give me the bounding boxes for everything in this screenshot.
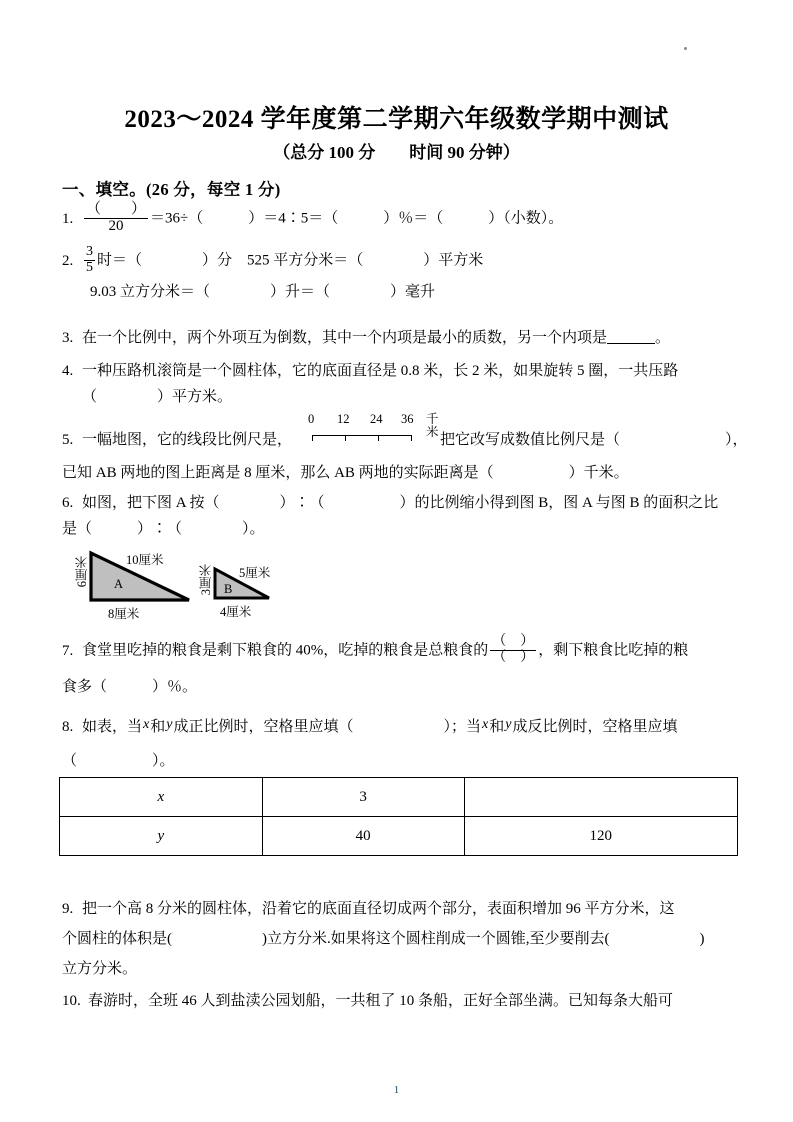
question-7-text-a: 食堂里吃掉的粮食是剩下粮食的 40%，吃掉的粮食是总粮食的 <box>82 642 489 659</box>
question-1-number: 1. <box>62 210 74 227</box>
question-7-fraction-denominator: （ ） <box>492 649 535 665</box>
question-3-answer-blank[interactable] <box>607 329 655 344</box>
table-cell-row0-col0 <box>60 778 263 817</box>
question-1-fraction-denominator: 20 <box>108 217 124 234</box>
scale-tick-2 <box>378 435 379 441</box>
figure-b-hypotenuse-label: 5厘米 <box>239 566 271 580</box>
question-6-text-line2: 是（ ）∶（ ）。 <box>62 521 265 537</box>
figure-b <box>199 564 281 619</box>
question-5-text-line2: 已知 AB 两地的图上距离是 8 厘米，那么 AB 两地的实际距离是（ ）千米。 <box>62 465 629 481</box>
question-7-text-b: ，剩下粮食比吃掉的粮 <box>538 642 689 659</box>
question-10-text: 春游时，全班 46 人到盐渎公园划船，一共租了 10 条船，正好全部坐满。已知每条大船可 <box>88 993 674 1009</box>
question-5-scale-bar <box>302 412 439 447</box>
scale-tick-label-3: 36 <box>401 412 414 426</box>
question-4-text: 一种压路机滚筒是一个圆柱体，它的底面直径是 0.8 米，长 2 米，如果旋转 5 圈，一共压路 <box>82 363 679 379</box>
question-6-number: 6. <box>62 495 74 511</box>
question-9-text-line2: 个圆柱的体积是( )立方分米.如果将这个圆柱削成一个圆锥,至少要削去( ) <box>62 931 705 947</box>
question-7-line-2 <box>62 676 197 698</box>
question-8-line-1 <box>62 716 677 739</box>
table-cell-row0-col1[interactable]: 3 <box>262 778 464 817</box>
question-8-text-3: 成正比例时，空格里应填（ ）；当 <box>173 719 481 735</box>
page-title: 2023～2024 学年度第二学期六年级数学期中测试 <box>124 106 669 133</box>
scale-tick-label-2: 24 <box>370 412 383 426</box>
scale-unit-label: 千米 <box>426 412 439 439</box>
table-cell-row0-col2[interactable] <box>464 778 737 817</box>
question-5-number: 5. <box>62 432 74 448</box>
figure-a-height-label: 6厘米 <box>75 556 89 588</box>
question-2-text-line2: 9.03 立方分米＝（ ）升＝（ ）毫升 <box>90 284 436 300</box>
question-6-figures <box>64 546 314 624</box>
question-2-fraction-numerator: 3 <box>86 244 93 259</box>
question-8-var-y-1: y <box>166 717 173 732</box>
question-3-text-end: 。 <box>655 330 671 346</box>
question-5-line-2 <box>62 462 629 484</box>
question-7-fraction <box>490 635 536 665</box>
question-8-table <box>59 777 738 856</box>
figure-a-name: A <box>114 577 124 591</box>
table-cell-row1-col2[interactable]: 120 <box>464 817 737 856</box>
question-8-text-line2: （ ）。 <box>62 753 175 769</box>
question-2-number: 2. <box>62 252 74 269</box>
figure-b-base-label: 4厘米 <box>220 605 252 619</box>
question-10-number: 10. <box>62 993 81 1009</box>
question-8-var-x-2: x <box>481 717 489 732</box>
question-4-line-1 <box>62 360 678 382</box>
question-4-text-line2: （ ）平方米。 <box>82 389 233 405</box>
question-4-number: 4. <box>62 363 74 379</box>
figure-b-height-label: 3厘米 <box>199 564 213 596</box>
question-10-line-1 <box>62 990 673 1012</box>
table-row-label-x: x <box>157 788 165 805</box>
scale-tick-1 <box>345 435 346 441</box>
question-5-text-before: 一幅地图，它的线段比例尺是， <box>82 432 293 448</box>
question-7-number: 7. <box>62 642 74 659</box>
question-8-line-2 <box>62 750 175 772</box>
question-9-text: 把一个高 8 分米的圆柱体，沿着它的底面直径切成两个部分，表面积增加 96 平方分米，这 <box>82 901 675 917</box>
question-1-fraction <box>84 202 148 235</box>
table-row <box>60 778 738 817</box>
question-6-text: 如图，把下图 A 按（ ）∶（ ）的比例缩小得到图 B，图 A 与图 B 的面积之比 <box>82 495 719 511</box>
question-9-line-2 <box>62 928 705 950</box>
question-8-text-4: 成反比例时，空格里应填 <box>512 719 678 735</box>
question-2-line-2 <box>90 281 435 303</box>
question-7-text-line2: 食多（ ）％。 <box>62 679 198 695</box>
question-1 <box>62 203 563 236</box>
question-8-number: 8. <box>62 719 74 735</box>
table-cell-row1-col0 <box>60 817 263 856</box>
figure-a <box>75 550 196 621</box>
question-7-fraction-numerator: （ ） <box>492 634 535 649</box>
scale-tick-label-0: 0 <box>308 412 315 426</box>
question-3-text: 在一个比例中，两个外项互为倒数，其中一个内项是最小的质数，另一个内项是 <box>82 330 608 346</box>
figure-a-base-label: 8厘米 <box>108 607 140 621</box>
figure-a-hypotenuse-label: 10厘米 <box>126 553 164 567</box>
question-7-line-1 <box>62 636 688 666</box>
question-3 <box>62 327 670 349</box>
page-subtitle: （总分 100 分 时间 90 分钟） <box>273 143 520 162</box>
question-2-fraction <box>84 245 95 275</box>
question-2-line-1 <box>62 246 483 276</box>
question-2-fraction-denominator: 5 <box>86 259 93 275</box>
page-number: 1 <box>393 1084 400 1096</box>
question-9-line-1 <box>62 898 675 920</box>
scale-tick-3 <box>411 435 412 441</box>
question-9-text-line3: 立方分米。 <box>62 961 138 977</box>
question-5-text-after: 把它改写成数值比例尺是（ ）， <box>440 432 748 448</box>
question-6-line-2 <box>62 518 265 540</box>
table-cell-row1-col1[interactable]: 40 <box>262 817 464 856</box>
question-8-text-2: 和 <box>150 719 166 735</box>
figure-b-name: B <box>224 582 233 596</box>
table-row <box>60 817 738 856</box>
question-4-line-2 <box>82 386 232 408</box>
scale-tick-0 <box>312 435 313 441</box>
top-mark-dot <box>684 47 687 50</box>
question-1-fraction-numerator: （ ） <box>86 201 147 217</box>
question-2-text: 时＝（ ）分 525 平方分米＝（ ）平方米 <box>97 252 484 269</box>
question-9-line-3 <box>62 958 137 980</box>
question-8-text-1: 如表，当 <box>82 719 143 735</box>
question-6-line-1 <box>62 492 718 514</box>
table-row-label-y: y <box>157 827 165 844</box>
scale-tick-label-1: 12 <box>337 412 350 426</box>
question-8-text-2b: 和 <box>489 719 505 735</box>
question-8-var-y-2: y <box>505 717 512 732</box>
question-3-number: 3. <box>62 330 74 346</box>
question-9-number: 9. <box>62 901 74 917</box>
section-heading: 一、填空。(26 分，每空 1 分) <box>62 180 281 199</box>
scale-axis-line <box>312 435 412 436</box>
question-8-var-x-1: x <box>143 717 150 732</box>
question-1-text: ＝36÷（ ）＝4∶5＝（ ）％＝（ ）（小数）。 <box>150 210 564 227</box>
